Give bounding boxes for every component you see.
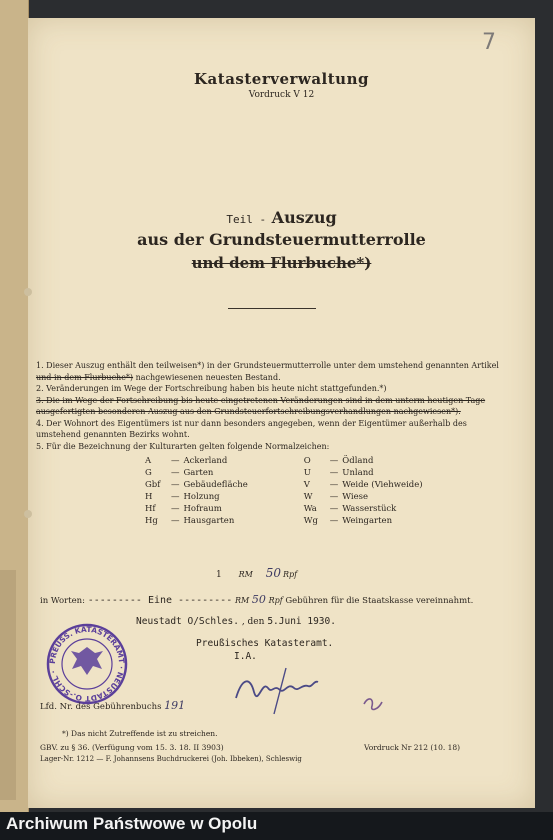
- kultur-gap: [252, 479, 304, 491]
- title-line2: aus der Grundsteuermutterrolle: [137, 230, 426, 249]
- kultur-code: O: [303, 456, 311, 466]
- note-4: 4. Der Wohnort des Eigentümers ist nur dann besonders angegeben, wenn der Eigentümer außerhalb des umstehend genannten Bezirks wohnt.: [36, 418, 467, 439]
- kultur-gap: [252, 503, 304, 515]
- kultur-dash: —: [329, 492, 339, 502]
- ink-mark: [358, 688, 388, 718]
- kultur-code: W: [303, 492, 313, 502]
- register-value: 191: [164, 699, 186, 712]
- fee-rpf-value: 50: [265, 566, 281, 580]
- fee-in-words: [40, 593, 473, 606]
- kultur-name: Wiese: [342, 492, 369, 502]
- kultur-dash: —: [171, 516, 180, 526]
- fee-amount: [216, 566, 297, 580]
- register-label: Lfd. Nr. des Gebührenbuchs: [40, 702, 162, 712]
- vordruck-number: Vordruck Nr 212 (10. 18): [364, 743, 461, 752]
- kultur-dash: —: [329, 456, 339, 466]
- archive-label: Archiwum Państwowe w Opolu: [6, 814, 258, 833]
- place-date: [136, 616, 336, 627]
- kultur-code: Hf: [145, 504, 156, 514]
- kultur-dash: —: [329, 468, 339, 478]
- kultur-name: Weingarten: [342, 516, 393, 526]
- svg-text:PREUSS. KATASTERAMT · NEUSTADT: PREUSS. KATASTERAMT · NEUSTADT O.-SCHL ·: [47, 624, 127, 704]
- document-page: [28, 18, 535, 808]
- kultur-code: Hg: [145, 516, 158, 526]
- kultur-gap: [252, 455, 304, 467]
- kultur-code: Wa: [303, 504, 317, 514]
- handwritten-signature: [228, 658, 328, 718]
- document-title: [28, 208, 535, 227]
- form-number: Vordruck V 12: [248, 90, 315, 100]
- kultur-name: Ackerland: [183, 456, 228, 466]
- fee-rm-label: RM: [238, 570, 253, 579]
- fee-text: Gebühren für die Staatskasse vereinnahmt.: [285, 596, 474, 606]
- kultur-row: [145, 467, 427, 479]
- in-words-rm: RM: [234, 596, 250, 605]
- fee-rm-value: 1: [216, 570, 222, 580]
- kultur-code: G: [145, 468, 152, 478]
- note-1: [36, 360, 506, 383]
- in-words-label: in Worten:: [40, 596, 86, 606]
- punch-hole: [24, 510, 32, 518]
- kultur-row: [145, 503, 427, 515]
- kultur-gap: [252, 515, 304, 527]
- title-auszug: Auszug: [271, 208, 337, 227]
- date: 5.Juni 1930.: [267, 616, 336, 627]
- kultur-name: Unland: [342, 468, 374, 478]
- note-1-struck: und in dem Flurbuche*): [36, 372, 134, 382]
- kultur-code: A: [145, 456, 152, 466]
- page-number: 7: [482, 30, 496, 55]
- kultur-dash: —: [171, 480, 180, 490]
- kultur-name: Wasserstück: [342, 504, 397, 514]
- punch-hole: [24, 288, 32, 296]
- kultur-name: Ödland: [342, 456, 374, 466]
- kultur-code: Gbf: [145, 480, 161, 490]
- reference: GBV. zu § 36. (Verfügung vom 15. 3. 18. II 3903): [40, 743, 224, 752]
- note-5: 5. Für die Bezeichnung der Kulturarten gelten folgende Normalzeichen:: [36, 441, 330, 451]
- kultur-name: Garten: [183, 468, 214, 478]
- kultur-dash: —: [171, 468, 180, 478]
- note-1-text: 1. Dieser Auszug enthält den teilweisen*) in der Grundsteuermutterrolle unter dem umstehend genannten Artikel: [36, 361, 499, 370]
- printer-line: Lager-Nr. 1212 — F. Johannsens Buchdruckerei (Joh. Ibbeken), Schleswig: [40, 755, 302, 763]
- kultur-dash: —: [329, 480, 339, 490]
- title-teil: Teil -: [226, 213, 267, 226]
- in-words-rpf: 50: [251, 593, 266, 606]
- note-3: 3. Die im Wege der Fortschreibung bis heute eingetretenen Veränderungen sind in dem unterm heutigen Tage ausgefertigten besonderen Auszug aus den Grundsteuerfortschreibungsverhandlungen nachgewiesen*).: [36, 395, 486, 416]
- divider: [228, 308, 316, 309]
- kultur-dash: —: [171, 456, 180, 466]
- kultur-dash: —: [329, 504, 339, 514]
- kultur-row: [145, 479, 427, 491]
- office-ia: I.A.: [234, 651, 257, 662]
- footnote: *) Das nicht Zutreffende ist zu streichen.: [62, 729, 218, 738]
- kultur-name: Hofraum: [183, 504, 222, 514]
- binding-edge-lower: [0, 570, 16, 800]
- in-words-rpf-label: Rpf: [268, 596, 283, 605]
- kultur-gap: [252, 491, 304, 503]
- kultur-dash: —: [329, 516, 339, 526]
- kultur-name: Gebäudefläche: [183, 480, 248, 490]
- kultur-code: H: [145, 492, 153, 502]
- kultur-gap: [252, 467, 304, 479]
- den: , den: [241, 617, 265, 627]
- kultur-name: Hausgarten: [183, 516, 235, 526]
- kultur-row: [145, 515, 427, 527]
- kultur-dash: —: [171, 492, 180, 502]
- in-words-value: --------- Eine ---------: [87, 595, 233, 606]
- kulturarten-table: [145, 455, 427, 527]
- kultur-row: [145, 455, 427, 467]
- kultur-row: [145, 491, 427, 503]
- authority-title: Katasterverwaltung: [194, 70, 369, 88]
- title-line3-struck: und dem Flurbuche*): [191, 254, 372, 272]
- kultur-dash: —: [171, 504, 180, 514]
- register-number: [40, 699, 185, 712]
- note-1-end: nachgewiesenen neuesten Bestand.: [135, 372, 281, 382]
- place: Neustadt O/Schles.: [136, 616, 239, 627]
- kultur-code: U: [303, 468, 311, 478]
- fee-rpf-label: Rpf: [282, 570, 298, 579]
- notes-block: [36, 360, 506, 452]
- kultur-name: Weide (Viehweide): [342, 480, 423, 490]
- kultur-code: Wg: [303, 516, 318, 526]
- kultur-name: Holzung: [183, 492, 220, 502]
- office-name: Preußisches Katasteramt.: [196, 638, 334, 649]
- note-2: 2. Veränderungen im Wege der Fortschreibung haben bis heute nicht stattgefunden.*): [36, 384, 387, 393]
- kultur-code: V: [303, 480, 310, 490]
- official-seal: [46, 623, 128, 705]
